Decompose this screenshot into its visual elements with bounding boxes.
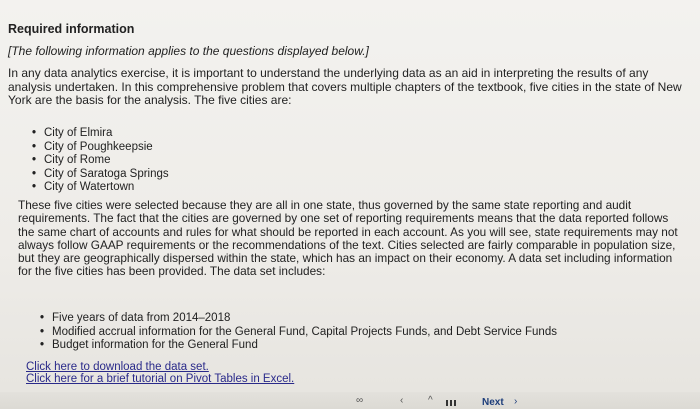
list-item: • City of Elmira [32,127,169,141]
bottom-navigation-bar [0,392,700,409]
list-item: • Budget information for the General Fund [40,339,557,353]
next-button[interactable]: Next [482,397,504,408]
list-item: • City of Saratoga Springs [32,168,169,182]
grid-icon[interactable] [446,400,456,406]
cities-list [32,127,169,195]
dataset-contents-list [40,312,557,353]
list-item: • City of Rome [32,154,169,168]
up-arrow-icon: ^ [428,395,433,406]
chevron-right-icon[interactable]: › [514,396,518,407]
info-note: [The following information applies to the questions displayed below.] [8,44,369,58]
selection-paragraph: These five cities were selected because they are all in one state, thus governed by the same state reporting and audit requirements. The fact that the cities are governed by one set of reporting requirements means that the data reported follows the same chart of accounts and rules for what should be reported in each account. As you will see, state requirements may not always follow GAAP requirements or the recommendations of the text. Cities selected are fairly comparable in population size, but they are geographically dispersed within the state, which has an impact on their economy. A data set including information for the five cities has been provided. The data set includes: [18,198,678,279]
download-dataset-link[interactable]: Click here to download the data set. [26,361,209,373]
list-item: • Five years of data from 2014–2018 [40,312,557,326]
list-item: • City of Watertown [32,181,169,195]
prev-chevron-icon[interactable]: ‹ [400,395,404,406]
list-item: • City of Poughkeepsie [32,141,169,155]
list-item: • Modified accrual information for the General Fund, Capital Projects Funds, and Debt Service Funds [40,326,557,340]
pivot-tutorial-link[interactable]: Click here for a brief tutorial on Pivot Tables in Excel. [26,373,295,385]
link-icon[interactable]: ∞ [356,395,364,406]
required-info-heading: Required information [8,22,135,36]
intro-paragraph: In any data analytics exercise, it is important to understand the underlying data as an aid in interpreting the results of any analysis undertaken. In this comprehensive problem that covers multiple chapters of the textbook, five cities in the state of New York are the basis for the analysis. The five cities are: [8,66,682,107]
